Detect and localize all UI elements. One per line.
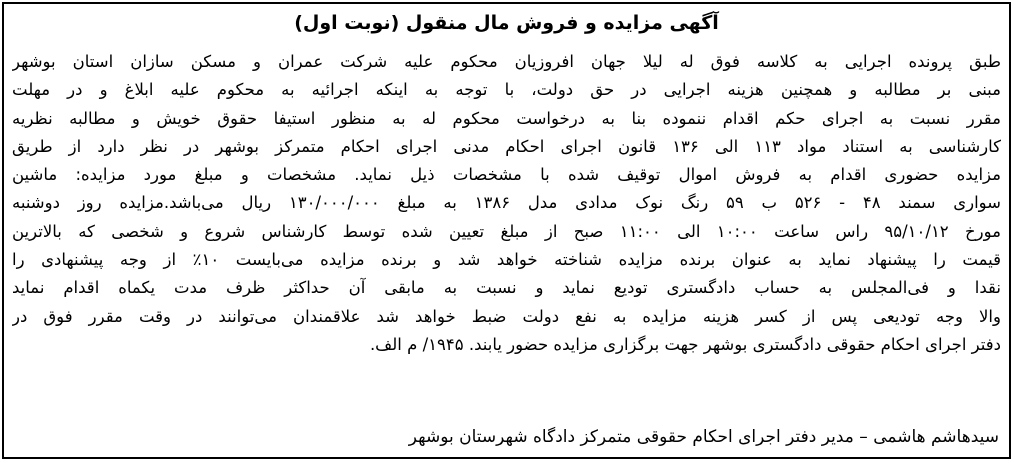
notice-line: مورخ ۹۵/۱۰/۱۲ راس ساعت ۱۰:۰۰ الی ۱۱:۰۰ صبح از مبلغ تعیین شده توسط کارشناس شروع و شخصی که بالاترین	[12, 221, 1001, 241]
notice-title: آگهی مزایده و فروش مال منقول (نوبت اول)	[294, 12, 719, 34]
notice-line: والا وجه تودیعی پس از کسر هزینه مزایده به نفع دولت ضبط خواهد شد علاقمندان می‌توانند در وقت مقرر فوق در	[12, 306, 1001, 326]
notice-body	[12, 48, 1001, 359]
notice-line: طبق پرونده اجرایی به کلاسه فوق له لیلا جهان افروزیان محکوم علیه شرکت عمران و مسکن سازان استان بوشهر	[12, 52, 1001, 71]
notice-line: نقدا و فی‌المجلس به حساب دادگستری تودیع نماید و نسبت به مابقی آن حداکثر ظرف مدت یکماه اقدام نماید	[12, 278, 1001, 298]
notice-line: مزایده حضوری اقدام به فروش اموال توقیف شده با مشخصات ذیل نماید. مشخصات و مبلغ مورد مزایده: ماشین	[12, 165, 1001, 185]
notice-line: مبنی بر مطالبه و همچنین هزینه اجرایی در حق دولت، با توجه به اینکه اجرائیه به محکوم علیه ابلاغ و در مهلت	[12, 80, 1001, 100]
notice-signature: سیدهاشم هاشمی – مدیر دفتر اجرای احکام حقوقی متمرکز دادگاه شهرستان بوشهر	[408, 427, 999, 447]
notice-line: مقرر نسبت به اجرای حکم اقدام ننموده بنا به درخواست محکوم له به منظور استیفا حقوق خویش و مطالبه نظریه	[12, 108, 1001, 128]
notice-line: سواری سمند ۴۸ - ۵۲۶ ب ۵۹ رنگ نوک مدادی مدل ۱۳۸۶ به مبلغ ۱۳۰/۰۰۰/۰۰۰ ریال می‌باشد.مزایده روز دوشنبه	[12, 193, 1001, 213]
notice-line: کارشناسی به استناد مواد ۱۱۳ الی ۱۳۶ قانون اجرای احکام مدنی اجرای احکام متمرکز بوشهر در نظر دارد از طریق	[12, 136, 1001, 156]
notice-frame	[2, 2, 1011, 459]
notice-line: دفتر اجرای احکام حقوقی دادگستری بوشهر جهت برگزاری مزایده حضور یابند. ۱۹۴۵/ م الف.	[369, 334, 1001, 354]
notice-line: قیمت را پیشنهاد نماید به عنوان برنده مزایده شناخته خواهد شد و برنده مزایده می‌بایست ۱۰٪ از وجه پیشنهادی را	[12, 250, 1001, 270]
